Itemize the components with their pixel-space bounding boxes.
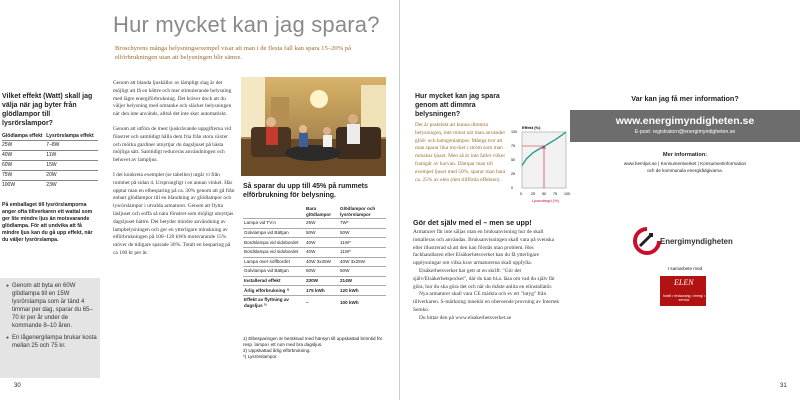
page-title: Hur mycket kan jag spara?	[113, 12, 380, 37]
wattage-cell: 15W	[46, 161, 98, 171]
tip-item: ● En lågenergilampa brukar kosta mellan 25 och 75 kr.	[6, 334, 97, 350]
wattage-question: Vilket effekt (Watt) skall jag välja när jag byter från glödlampor till lysrörslampor?	[2, 93, 93, 127]
savings-cell: Golvlampa vid Bättjan	[243, 228, 305, 238]
diy-title: Gör det själv med el – men se upp!	[413, 218, 532, 227]
body-paragraph: Genom att blanda ljuskällor av lämpligt slag är det möjligt att få en bättre och mer stimulerande belysning med lägre energiförbrukning. Det kräver dock att du väljer belysning med omtanke och släcker belysningen när den inte används, alltså det inte sker automatiskt.	[113, 80, 232, 118]
wattage-cell: 7–8W	[46, 141, 98, 151]
savings-cell: 50W	[305, 228, 339, 238]
diy-paragraph: Armaturer får inte säljas utan en bruksanvisning hur de skall installeras och användas. Bruksanvisningen skall vara på svenska eller illustrerad så att den kan förstås utan problem. Hos fackhandlaren eller Elsäkerhetsverket kan du få ytterligare upplysningar om vilka krav armaturerna skall uppfylla.	[413, 229, 555, 267]
savings-cell: 7W*	[339, 219, 386, 229]
savings-cell: Golvlampa vid Bättjan	[243, 267, 305, 277]
savings-cell: Installerad effekt	[243, 276, 305, 286]
wattage-table	[2, 132, 98, 190]
page-number-right: 31	[780, 383, 787, 389]
chart-x-tick: 25	[531, 192, 535, 196]
living-room-photo	[241, 77, 386, 176]
chart-x-tick: 0	[520, 192, 522, 196]
wattage-cell: 11W	[46, 151, 98, 161]
wattage-box	[0, 90, 100, 244]
diy-paragraph: Elsäkerhetsverket har gett ut en skrift: "Gör det själv/Elsäkerhetspocket", där du kan bl.a. läsa om vad du själv får göra, hur du ska göra det och när du måste anlita en elinstallatör.	[413, 267, 555, 290]
savings-row	[243, 286, 386, 296]
chart-x-tick: 100	[564, 192, 570, 196]
savings-head-cell	[243, 205, 305, 219]
body-text-left	[113, 80, 235, 265]
wattage-cell: 23W	[46, 181, 98, 191]
chart-y-tick: 25	[511, 172, 515, 177]
more-info-question: Var kan jag få mer information?	[631, 94, 739, 103]
wattage-col2: Lysrörslampa effekt	[46, 133, 94, 139]
savings-row	[243, 295, 386, 310]
savings-cell: Bordslampa vid sidobordet	[243, 238, 305, 248]
wattage-row	[2, 181, 98, 191]
intro-text: Broschyrens många belysningsexempel visar att man i de flesta fall kan spara 15–20% på elförbrukningen utan att belysningen blir sämre.	[115, 45, 352, 61]
diy-paragraph: Du hittar den på www.elsakerhetsverket.se	[419, 314, 512, 321]
tip-item: ● Genom att byta en 60W glödlampa till en 15W lysrörslampa som är tänd 4 timmar per dag, sparar du 65–70 kr per år under de kommande 8–10 åren.	[6, 282, 97, 330]
partner-name: ELEN	[674, 278, 694, 287]
email-link[interactable]: E-post: registratorn@energimyndigheten.se	[634, 129, 736, 135]
collaboration-label: I samarbete med	[667, 266, 703, 271]
chart-y-tick: 100	[511, 130, 517, 135]
website-box[interactable]	[570, 110, 800, 142]
savings-row	[243, 276, 386, 286]
chart-y-tick: 0	[511, 186, 513, 191]
wattage-cell: 100W	[2, 181, 46, 191]
savings-cell: 40W 3x25W	[305, 257, 339, 267]
savings-cell: 40W 3x25W	[339, 257, 386, 267]
savings-row	[243, 238, 386, 248]
partner-tagline: hotell • restaurang • energi • service	[663, 294, 706, 302]
savings-cell: 11W*	[339, 238, 386, 248]
savings-cell: Lampa vid TV:n	[243, 219, 305, 229]
wattage-row	[2, 151, 98, 161]
body-paragraph: Genom att utföra de mest ljuskrävande uppgifterna vid fönstret och samtidigt hålla dem fria från stora växter och mörka gardiner utnyttjar du dagsljuset på bästa möjliga sätt. Samtidigt reduceras användningen och behovet av lampljus.	[113, 125, 232, 164]
wattage-cell: 40W	[2, 151, 46, 161]
savings-cell: Effekt av flyttning av dagsljus ²⁾	[243, 295, 305, 310]
savings-cell: 50W	[305, 267, 339, 277]
savings-head-cell: Glödlampor och lysrörslampor	[340, 206, 376, 217]
page-gutter	[399, 0, 400, 400]
savings-cell: Årlig elförbrukning ¹⁾	[243, 286, 305, 296]
footnote: 1) Elbesparingen är beräknad med hänsyn till uppskattad brinntid för resp. lampa i ett rum med bra dagsljus.	[243, 336, 383, 347]
chart-y-tick: 50	[511, 158, 515, 163]
wattage-row	[2, 141, 98, 151]
savings-cell: 50W	[339, 267, 386, 277]
footnote: *) Lysrörslampor.	[243, 354, 278, 359]
elen-logo	[660, 276, 706, 306]
wattage-note: På emballaget till lysrörslamporna anger ofta tillverkaren ett wattal som ger lite mindre ljus än motsvarande glödlampa. För att undvika att få mindre ljus kan du gå upp effekt, när du väljer lysrörslampa.	[2, 202, 93, 243]
more-info-links[interactable]: www.hemljus.se | Konsumentverket | Konsumentinformation	[623, 161, 747, 166]
savings-cell: 100 kWh	[339, 295, 386, 310]
savings-row	[243, 247, 386, 257]
diy-paragraph: Nya armaturer skall vara CE märkta och ev ett "intyg" från tillverkaren. S-märkning innebär en oberoende provning av Intertek Semko.	[413, 291, 560, 313]
savings-row	[243, 219, 386, 229]
savings-cell: 50W	[339, 228, 386, 238]
wattage-cell: 60W	[2, 161, 46, 171]
dimmer-question: Hur mycket kan jag spara genom att dimmra belysningen?	[415, 93, 500, 118]
wattage-cell: 75W	[2, 171, 46, 181]
page-number-left: 30	[14, 383, 21, 389]
more-info-line: och de kommunala energirådgivarna.	[647, 168, 723, 173]
savings-cell: 40W	[305, 238, 339, 248]
savings-cell: Lampa över soffbordet	[243, 257, 305, 267]
chart-y-label: Effekt (%)	[522, 125, 541, 130]
savings-table	[243, 205, 386, 311]
diy-text	[413, 229, 563, 323]
wattage-col1: Glödlampa effekt	[2, 133, 43, 139]
dimmer-chart	[510, 118, 570, 208]
website-link[interactable]: www.energimyndigheten.se	[615, 115, 755, 127]
savings-cell: Bordslampa vid sidobordet	[243, 247, 305, 257]
savings-cell: –	[305, 295, 339, 310]
chart-x-tick: 75	[553, 192, 557, 196]
dimmer-text: Det är praktiskt att kunna dimmra belysningen, inte minst när man använder glöd- och halogenlampor. Många tror att man sparar lika mycket i ström som man minskar ljuset. Men så är inte fallet vilket framgår av kurvan. Dämpar man till exempel ljuset med 50%, sparar man bara ca. 25% av elen (den tillförda effekten).	[415, 122, 506, 183]
savings-cell: 214W	[339, 276, 386, 286]
tips-box	[0, 278, 100, 378]
savings-table-title: Så sparar du upp till 45% på rummets elförbrukning för belysning.	[243, 183, 368, 199]
savings-head-cell: Bara glödlampor	[306, 206, 332, 217]
savings-row	[243, 267, 386, 277]
savings-cell: 230W	[305, 276, 339, 286]
wattage-row	[2, 161, 98, 171]
savings-row	[243, 257, 386, 267]
wattage-row	[2, 171, 98, 181]
chart-y-tick: 75	[511, 144, 515, 149]
agency-name: Energimyndigheten	[660, 237, 733, 246]
body-paragraph: I det konkreta exemplet (se tabellen) utgår vi från rummet på sidan 4. Ursprungligt i en annan vinkel. Här upptar man en elbesparing på ca. 30% genom att gå från enbart glödlampor till en blandning av glödlampor och lysrörslampor i utvalda armaturer. Genom att flytta läsljuset och soffa så nära fönstret som möjligt utnyttjas dagsljuset bättre. Det betyder mindre användning av lampbelysningen och ger en ytterligare minskning av elförbrukningen på 100–120 kWh motsvarande 15% utöver de tidigare sparade 30%. Totalt en besparing på ca 100 kr per år.	[113, 171, 235, 256]
savings-cell: 11W*	[339, 247, 386, 257]
footnote: 2) Uppskattad årlig elförbrukning.	[243, 348, 311, 353]
savings-cell: 120 kWh	[339, 286, 386, 296]
savings-cell: 40W	[305, 247, 339, 257]
savings-row	[243, 228, 386, 238]
wattage-cell: 20W	[46, 171, 98, 181]
table-footnotes	[243, 336, 386, 360]
savings-cell: 175 kWh	[305, 286, 339, 296]
wattage-cell: 25W	[2, 141, 46, 151]
chart-x-label: Ljusmängd (%)	[532, 198, 559, 203]
chart-x-tick: 50	[542, 192, 546, 196]
savings-cell: 25W	[305, 219, 339, 229]
more-info-title: Mer information:	[662, 152, 708, 158]
